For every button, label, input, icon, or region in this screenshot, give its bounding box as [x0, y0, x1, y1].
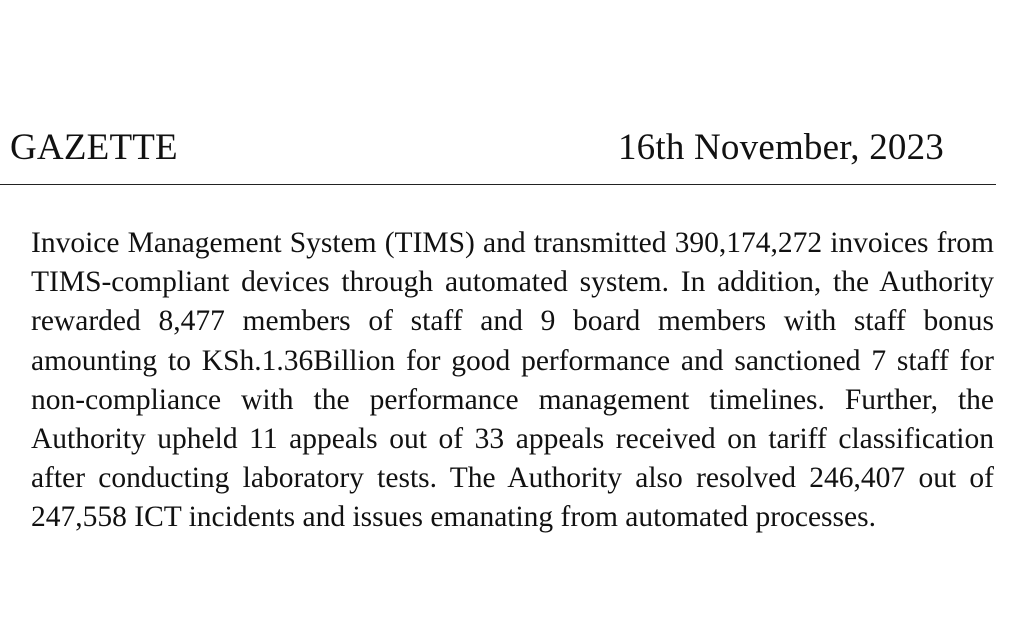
- page-header: [10, 124, 944, 172]
- body-paragraph: Invoice Management System (TIMS) and transmitted 390,174,272 invoices from TIMS-compliant devices through automated system. In addition, the Authority rewarded 8,477 members of staff and 9 board members with staff bonus amounting to KSh.1.36Billion for good performance and sanctioned 7 staff for non-compliance with the performance management timelines. Further, the Authority upheld 11 appeals out of 33 appeals received on tariff classification after conducting laboratory tests. The Authority also resolved 246,407 out of 247,558 ICT incidents and issues emanating from automated processes.: [31, 227, 994, 534]
- publication-date: 16th November, 2023: [617, 127, 944, 168]
- header-divider: [0, 184, 996, 185]
- publication-title: GAZETTE: [10, 127, 178, 168]
